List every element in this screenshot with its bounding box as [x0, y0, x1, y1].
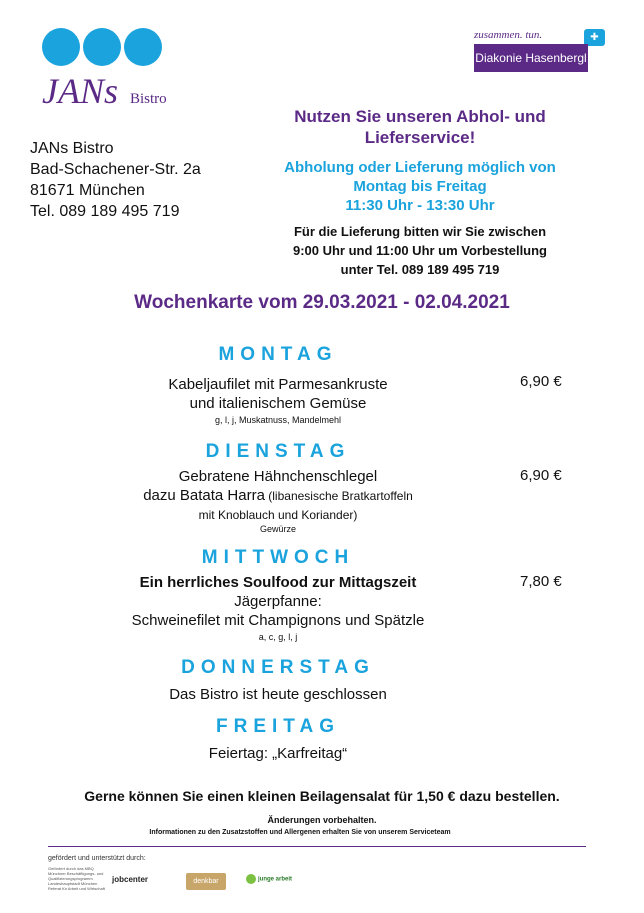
sponsor-jobcenter: jobcenter: [112, 875, 149, 884]
allergens-tuesday: Gewürze: [259, 524, 296, 534]
day-heading-thursday: DONNERSTAG: [181, 657, 375, 678]
fork-icon: [42, 28, 80, 66]
dish-line: Jägerpfanne:: [234, 593, 322, 610]
address-line: Bad-Schachener-Str. 2a: [30, 161, 201, 178]
service-note-line: 9:00 Uhr und 11:00 Uhr um Vorbestellung: [292, 243, 548, 258]
dish-friday: Feiertag: „Karfreitag“: [208, 745, 348, 762]
dish-line: Schweinefilet mit Champignons und Spätzle: [131, 612, 425, 629]
address-block: [30, 138, 201, 222]
dish-line-note: (libanesische Bratkartoffeln: [264, 489, 413, 503]
dish-monday: [0, 375, 556, 413]
partner-logo: [474, 44, 588, 72]
service-note-line: Für die Lieferung bitten wir Sie zwischen: [293, 224, 547, 239]
day-heading-friday: FREITAG: [216, 716, 340, 737]
changes-note: Änderungen vorbehalten.: [267, 815, 377, 825]
price-monday: 6,90 €: [520, 373, 562, 390]
service-headline: [250, 106, 590, 148]
allergens-wednesday: a, c, g, l, j: [258, 632, 298, 642]
service-times-line: Abholung oder Lieferung möglich von: [284, 159, 556, 176]
dish-line-main: dazu Batata Harra: [143, 487, 265, 504]
address-line: 81671 München: [30, 182, 145, 199]
knife-icon: [83, 28, 121, 66]
price-tuesday: 6,90 €: [520, 467, 562, 484]
service-times: [250, 158, 590, 215]
service-times-line: 11:30 Uhr - 13:30 Uhr: [345, 197, 495, 214]
week-title: Wochenkarte vom 29.03.2021 - 02.04.2021: [134, 292, 510, 313]
dish-wednesday: [0, 573, 556, 630]
divider: [48, 846, 586, 847]
day-heading-wednesday: MITTWOCH: [201, 547, 355, 568]
address-line: Tel. 089 189 495 719: [30, 203, 180, 220]
junge-arbeit-icon: [246, 874, 256, 884]
price-wednesday: 7,80 €: [520, 573, 562, 590]
spoon-icon: [124, 28, 162, 66]
salad-note: Gerne können Sie einen kleinen Beilagensalat für 1,50 € dazu bestellen.: [84, 788, 560, 804]
dish-line: mit Knoblauch und Koriander): [198, 508, 358, 522]
allergens-monday: g, l, j, Muskatnuss, Mandelmehl: [214, 415, 342, 425]
service-times-line: Montag bis Freitag: [353, 178, 487, 195]
sponsor-denkbar: denkbar: [186, 873, 226, 890]
logo-subtext: Bistro: [130, 91, 167, 107]
day-heading-tuesday: DIENSTAG: [205, 441, 351, 462]
dish-line: [0, 486, 556, 506]
diakonie-icon: ✚: [584, 29, 605, 46]
logo-text: JANs: [42, 71, 118, 111]
dish-tuesday: [0, 467, 556, 525]
partner-tagline: zusammen. tun.: [474, 29, 543, 41]
sponsor-junge-arbeit-label: junge arbeit: [258, 876, 293, 883]
service-note: [250, 222, 590, 279]
service-headline-line: Lieferservice!: [364, 128, 476, 147]
sponsor-junge-arbeit: [246, 874, 292, 884]
address-line: JANs Bistro: [30, 140, 114, 157]
dish-line: Ein herrliches Soulfood zur Mittagszeit: [139, 574, 417, 591]
dish-line: Kabeljaufilet mit Parmesankruste: [168, 376, 388, 393]
allergen-info-note: Informationen zu den Zusatzstoffen und Allergenen erhalten Sie von unserem Serviceteam: [149, 829, 451, 836]
dish-line: und italienischem Gemüse: [189, 395, 367, 412]
service-note-line: unter Tel. 089 189 495 719: [340, 262, 500, 277]
dish-thursday: Das Bistro ist heute geschlossen: [169, 686, 387, 703]
sponsor-mbq: Gefördert durch das MBQ Münchner Beschäftigungs- und Qualifizierungsprogramm Landeshauptstadt München Referat für Arbeit und Wirtschaft: [48, 866, 105, 891]
dish-line: Gebratene Hähnchenschlegel: [178, 468, 378, 485]
logo-circles: [42, 28, 164, 68]
day-heading-monday: MONTAG: [218, 344, 338, 365]
service-headline-line: Nutzen Sie unseren Abhol- und: [294, 107, 546, 126]
partner-name: Diakonie Hasenbergl: [475, 51, 587, 65]
supported-by-label: gefördert und unterstützt durch:: [48, 855, 146, 862]
